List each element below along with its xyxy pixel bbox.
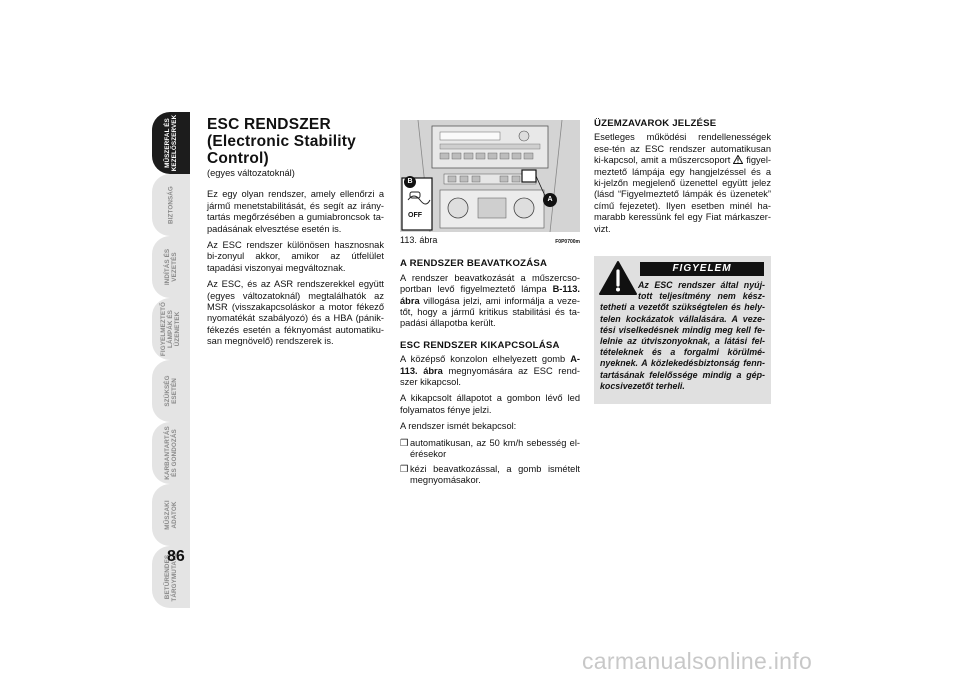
figure-113 [400, 120, 580, 232]
checkbox-bullet-icon: ❒ [400, 437, 409, 448]
figure-code: F0P0700m [555, 239, 580, 245]
off-label: OFF [408, 212, 422, 219]
reactivation-list [400, 438, 580, 487]
disable-paragraph-1: A középső konzolon elhelyezett gomb A-113. ábra megnyomására az ESC rend-szer kikapcsol. [400, 354, 581, 388]
page-number: 86 [167, 548, 185, 565]
tab-figyelmezteto[interactable]: FIGYELMEZTETŐ LÁMPÁK ÉS ÜZENETEK [152, 298, 190, 360]
intro-paragraph-1: Ez egy olyan rendszer, amely ellenőrzi a jármű menetstabilitását, és segít az irány-tartás megőrzésében a gumiabroncsok ta-padásának elvesztése esetén is. [207, 189, 384, 234]
section-heading-malfunction: ÜZEMZAVAROK JELZÉSE [594, 118, 717, 129]
checkbox-bullet-icon: ❒ [400, 463, 409, 474]
tab-betu[interactable]: BETŰRENDES TÁRGYMUTATÓ [152, 546, 190, 608]
intervention-paragraph: A rendszer beavatkozását a műszercso-portban levő figyelmeztető lámpa B-113. ábra villogása jelzi, ami informálja a veze-tőt, hogy a jármű kritikus stabilitási és ta-padási állapotba került. [400, 272, 580, 329]
disable-paragraph-2: A kikapcsolt állapotot a gombon lévő led folyamatos fénye jelzi. [400, 393, 580, 415]
section-heading-disable: ESC RENDSZER KIKAPCSOLÁSA [400, 339, 560, 351]
intro-paragraph-2: Az ESC rendszer különösen hasznosnak bi-zonyul akkor, amikor az útfelület tapadási viszonyai megváltoznak. [207, 240, 384, 273]
tab-muszerfal[interactable]: MŰSZERFAL ÉS KEZELŐSZERVEK [152, 112, 190, 174]
callout-b: B [407, 178, 413, 185]
tab-muszaki[interactable]: MŰSZAKI ADATOK [152, 484, 190, 546]
warning-triangle-icon [733, 155, 743, 164]
callout-a: A [547, 196, 553, 203]
figure-caption [400, 235, 580, 248]
console-illustration [400, 120, 580, 232]
intro-paragraph-3: Az ESC, és az ASR rendszerekkel együtt (egyes változatoknál) megtalálhatók az MSR (visszakapcsoláskor a motor fékező nyomatékát szabályozó) és a HBA (pánik-fékezés esetén a féknyomást automatiku-san megnövelő) rendszerek is. [207, 279, 384, 347]
list-item: ❒ automatikusan, az 50 km/h sebesség el-érésekor [400, 437, 580, 460]
warning-header: FIGYELEM [640, 262, 764, 276]
watermark: carmanualsonline.info [582, 648, 813, 674]
tab-biztonsag[interactable]: BIZTONSÁG [152, 174, 190, 236]
figure-caption-label: 113. ábra [400, 235, 438, 245]
section-heading-intervention: A RENDSZER BEAVATKOZÁSA [400, 258, 548, 270]
column-intro [207, 116, 384, 353]
disable-paragraph-3: A rendszer ismét bekapcsol: [400, 421, 517, 432]
tab-inditas[interactable]: INDÍTÁS ÉS VEZETÉS [152, 236, 190, 298]
warning-box [594, 256, 771, 404]
malfunction-paragraph: Esetleges működési rendellenességek ese-tén az ESC rendszer automatikusan ki-kapcsol, amit a műszercsoport figyel-meztető lámpája egy hangjelzéssel és a ki-jelzőn megjelenő üzenettel együtt jelez (lásd “Figyelmeztető lámpák és üzenetek” című fejezetet). Ilyen esetben minél ha-marabb keressünk fel egy Fiat márkaszer-vizt. [594, 132, 771, 234]
list-item: ❒ kézi beavatkozással, a gomb ismételt megnyomásakor. [400, 463, 580, 485]
warning-text: Az ESC rendszer által nyúj-tott teljesítmény nem kész-tetheti a vezetőt szükségtelen és hely-telen kockázatok vállalására. A veze-tési viselkedésnek mindig meg kell fe-lelnie az útviszonyoknak, a látási fel-tételeknek és a forgalmi körülmé-nyeknek. A közlekedésbiztonság fenn-tartásának felelőssége mindig a gép-kocsivezetőt terheli. [600, 280, 765, 391]
tab-karbantartas[interactable]: KARBANTARTÁS ÉS GONDOZÁS [152, 422, 190, 484]
page-subtitle: (egyes változatoknál) [207, 168, 295, 178]
tab-szukseg[interactable]: SZÜKSÉG ESETÉN [152, 360, 190, 422]
column-operation [400, 120, 580, 489]
column-malfunction [594, 118, 771, 240]
page-title: ESC RENDSZER (Electronic Stability Control) [207, 116, 356, 167]
